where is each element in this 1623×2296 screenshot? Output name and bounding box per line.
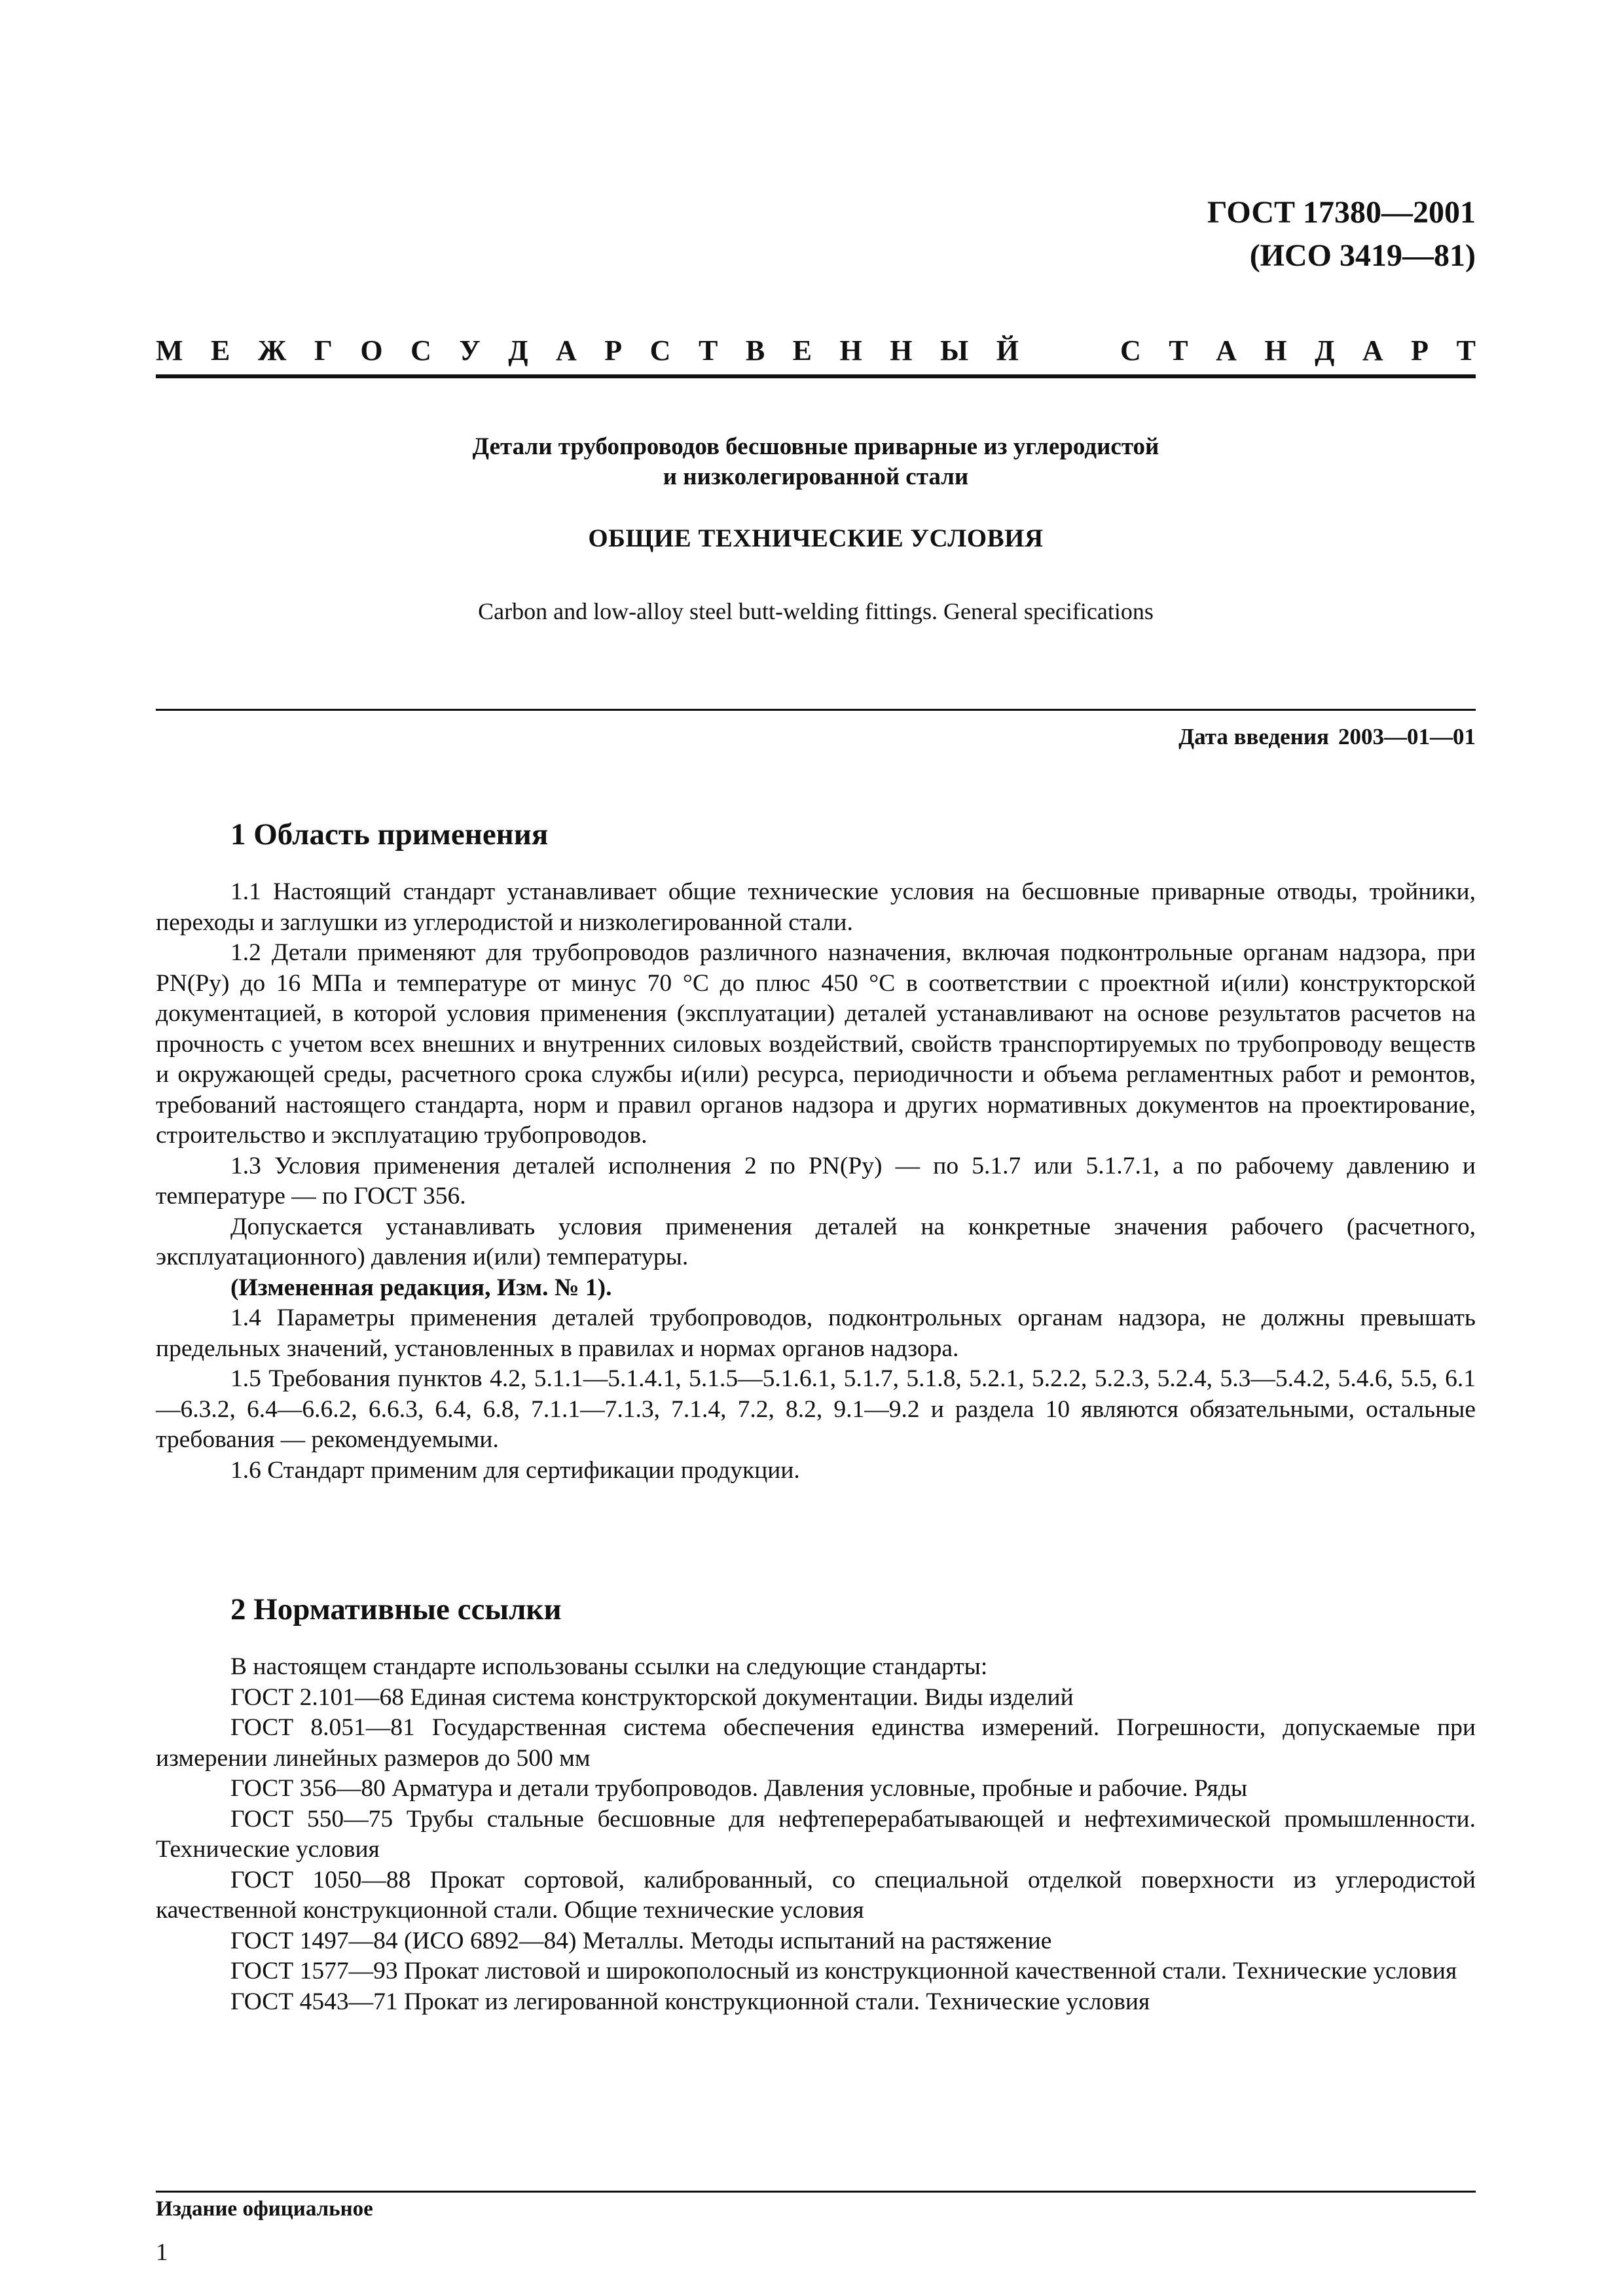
reference-item: ГОСТ 1577—93 Прокат листовой и широкополосный из конструкционной качественной стали. Технические условия [230, 1958, 1457, 1984]
section-1-heading: 1 Область применения [230, 817, 549, 852]
paragraph-1-3-note: Допускается устанавливать условия применения деталей на конкретные значения рабочего (расчетного, эксплуатационного) давления и(или) температуры. [156, 1213, 1476, 1270]
introduction-date-value: 2003—01—01 [1338, 724, 1476, 749]
header-divider [156, 374, 1476, 378]
introduction-date-label: Дата введения [1178, 724, 1329, 749]
amendment-note: (Измененная редакция, Изм. № 1). [230, 1274, 612, 1301]
paragraph-1-3: 1.3 Условия применения деталей исполнения 2 по PN(Pу) — по 5.1.7 или 5.1.7.1, а по рабочему давлению и температуре — по ГОСТ 356. [156, 1152, 1476, 1210]
section-1-body [156, 877, 1476, 1486]
reference-item: ГОСТ 2.101—68 Единая система конструкторской документации. Виды изделий [230, 1683, 1074, 1711]
reference-item: ГОСТ 4543—71 Прокат из легированной конструкционной стали. Технические условия [230, 1988, 1150, 2015]
interstate-standard-banner: М Е Ж Г О С У Д А Р С Т В Е Н Н Ы Й С Т А Н Д А Р Т [156, 334, 1476, 367]
standard-number-block [952, 191, 1476, 278]
reference-item: ГОСТ 356—80 Арматура и детали трубопроводов. Давления условные, пробные и рабочие. Ряды [230, 1775, 1248, 1802]
section-2-body [156, 1652, 1476, 2017]
page-number: 1 [156, 2239, 168, 2266]
paragraph-1-4: 1.4 Параметры применения деталей трубопроводов, подконтрольных органам надзора, не должны превышать предельных значений, установленных в правилах и нормах органов надзора. [156, 1304, 1476, 1362]
standard-number: ГОСТ 17380—2001 [1207, 195, 1476, 230]
reference-item: ГОСТ 1050—88 Прокат сортовой, калиброванный, со специальной отделкой поверхности из углеродистой качественной конструкционной стали. Общие технические условия [156, 1866, 1476, 1924]
iso-number: (ИСО 3419—81) [1249, 238, 1476, 273]
paragraph-1-6: 1.6 Стандарт применим для сертификации продукции. [230, 1456, 800, 1484]
title-divider [156, 709, 1476, 711]
reference-item: ГОСТ 550—75 Трубы стальные бесшовные для нефтеперерабатывающей и нефтехимической промышленности. Технические условия [156, 1805, 1476, 1863]
title-block [156, 432, 1476, 625]
paragraph-1-2: 1.2 Детали применяют для трубопроводов различного назначения, включая подконтрольные органам надзора, при PN(Pу) до 16 МПа и температуре от минус 70 °С до плюс 450 °С в соответствии с проектной и(или) конструкторской документацией, в которой условия применения (эксплуатации) деталей устанавливают на основе результатов расчетов на прочность с учетом всех внешних и внутренних силовых воздействий, свойств транспортируемых по трубопроводу веществ и окружающей среды, расчетного срока службы и(или) ресурса, периодичности и объема регламентных работ и ремонтов, требований настоящего стандарта, норм и правил органов надзора и других нормативных документов на проектирование, строительство и эксплуатацию трубопроводов. [156, 939, 1476, 1149]
reference-item: ГОСТ 1497—84 (ИСО 6892—84) Металлы. Методы испытаний на растяжение [230, 1927, 1052, 1954]
edition-label: Издание официальное [156, 2197, 373, 2221]
document-subtitle: ОБЩИЕ ТЕХНИЧЕСКИЕ УСЛОВИЯ [588, 524, 1044, 552]
paragraph-1-1: 1.1 Настоящий стандарт устанавливает общие технические условия на бесшовные приварные отводы, тройники, переходы и заглушки из углеродистой и низколегированной стали. [156, 878, 1476, 936]
section-2-heading: 2 Нормативные ссылки [230, 1592, 562, 1626]
english-title: Carbon and low-alloy steel butt-welding fittings. General specifications [478, 598, 1154, 624]
introduction-date [886, 724, 1476, 750]
references-intro: В настоящем стандарте использованы ссылки на следующие стандарты: [230, 1653, 988, 1680]
paragraph-1-5: 1.5 Требования пунктов 4.2, 5.1.1—5.1.4.1, 5.1.5—5.1.6.1, 5.1.7, 5.1.8, 5.2.1, 5.2.2, 5.2.3, 5.2.4, 5.3—5.4.2, 5.4.6, 5.5, 6.1—6.3.2, 6.4—6.6.2, 6.6.3, 6.4, 6.8, 7.1.1—7.1.3, 7.1.4, 7.2, 8.2, 9.1—9.2 и раздела 10 являются обязательными, остальные требования — рекомендуемыми. [156, 1365, 1476, 1453]
footer-divider [156, 2191, 1476, 2193]
reference-item: ГОСТ 8.051—81 Государственная система обеспечения единства измерений. Погрешности, допускаемые при измерении линейных размеров до 500 мм [156, 1714, 1476, 1772]
document-title: Детали трубопроводов бесшовные приварные из углеродистой и низколегированной стали [472, 433, 1159, 490]
